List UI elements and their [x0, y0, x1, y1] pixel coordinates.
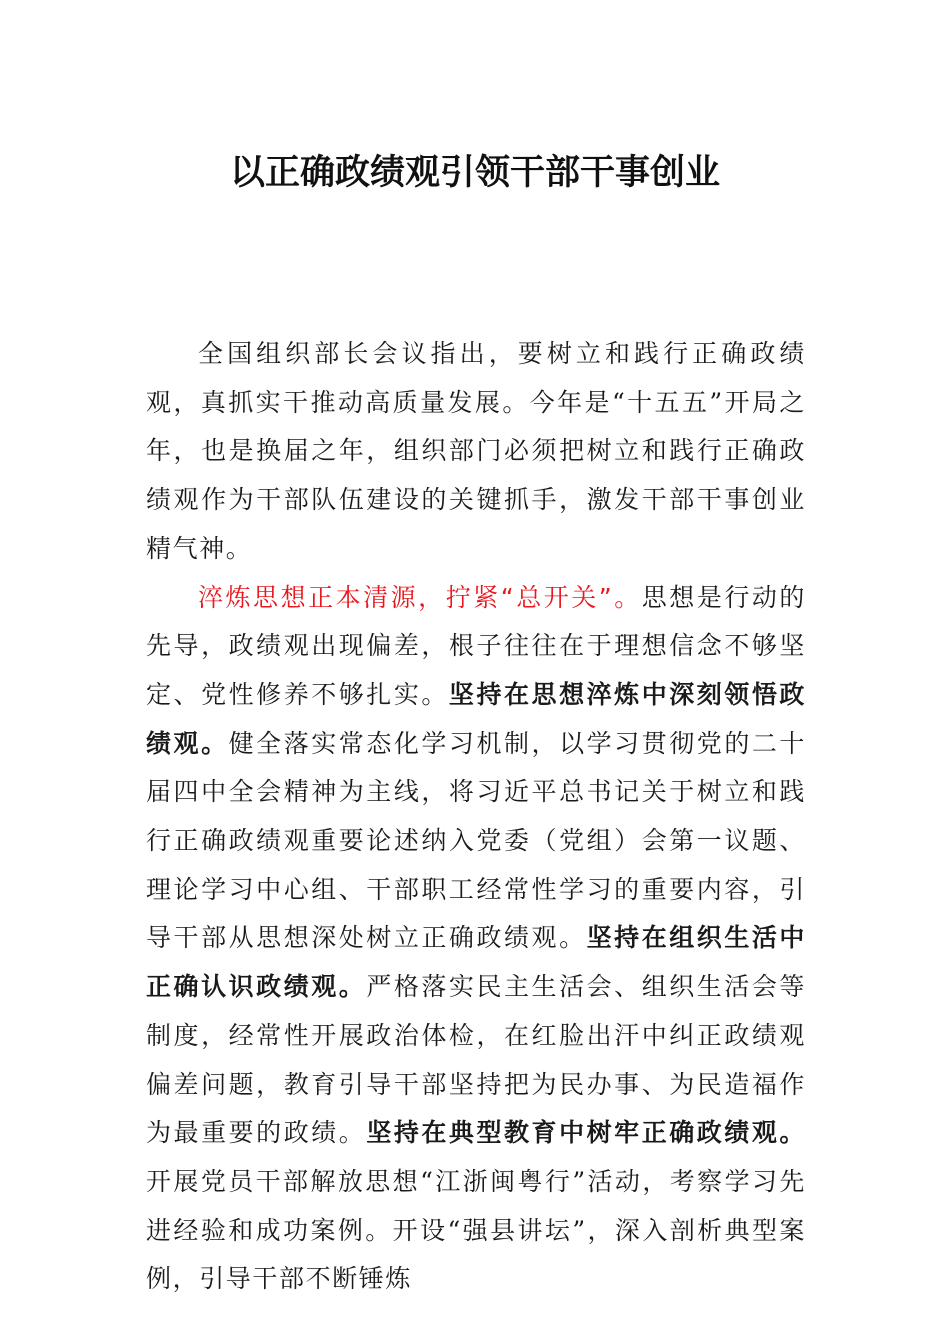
paragraph-text: 健全落实常态化学习机制，以学习贯彻党的二十届四中全会精神为主线，将习近平总书记关于树立和践行正确政绩观重要论述纳入党委（党组）会第一议题、理论学习中心组、干部职工经常性学习的重要内容，引导干部从思想深处树立正确政绩观。 [146, 728, 806, 953]
paragraph-text: 思想是行动的先导，政绩观出现偏差，根子往往在于理想信念不够坚定、党性修养不够扎实。 [146, 582, 806, 709]
section-heading-red: 淬炼思想正本清源，拧紧“总开关”。 [198, 582, 642, 612]
paragraph-2 [146, 574, 806, 1305]
paragraph-text: 全国组织部长会议指出，要树立和践行正确政绩观，真抓实干推动高质量发展。今年是“十五五”开局之年，也是换届之年，组织部门必须把树立和践行正确政绩观作为干部队伍建设的关键抓手，激发干部干事创业精气神。 [146, 339, 806, 563]
paragraph-text: 开展党员干部解放思想“江浙闽粤行”活动，考察学习先进经验和成功案例。开设“强县讲坛”，深入剖析典型案例，引导干部不断锤炼 [146, 1166, 806, 1294]
document-body [146, 330, 806, 1304]
paragraph-text: 严格落实民主生活会、组织生活会等制度，经常性开展政治体检，在红脸出汗中纠正政绩观偏差问题，教育引导干部坚持把为民办事、为民造福作为最重要的政绩。 [146, 972, 806, 1148]
bold-lead-sentence: 坚持在组织生活中正确认识政绩观。 [146, 923, 806, 1002]
bold-lead-sentence: 坚持在典型教育中树牢正确政绩观。 [366, 1118, 806, 1148]
paragraph-1 [146, 330, 806, 574]
bold-lead-sentence: 坚持在思想淬炼中深刻领悟政绩观。 [146, 679, 806, 758]
document-title: 以正确政绩观引领干部干事创业 [229, 152, 720, 194]
